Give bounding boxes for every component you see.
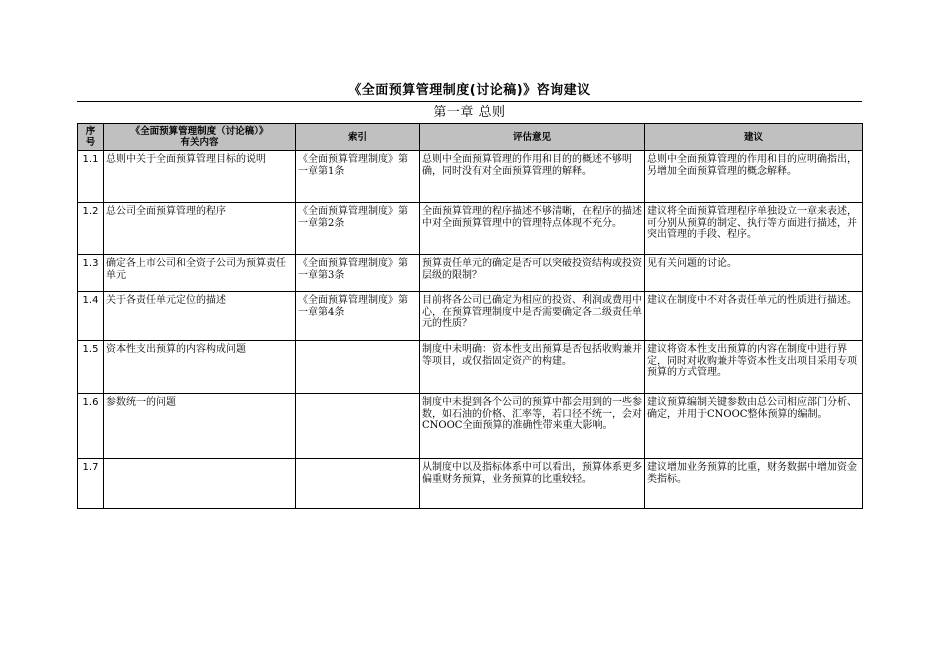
row-seq: 1.6 (78, 394, 104, 459)
row-suggestion: 总则中全面预算管理的作用和目的应明确指出，另增加全面预算管理的概念解释。 (645, 151, 863, 203)
row-index (296, 459, 420, 509)
row-suggestion: 建议在制度中不对各责任单元的性质进行描述。 (645, 292, 863, 341)
row-suggestion: 建议预算编制关键参数由总公司相应部门分析、确定，并用于CNOOC整体预算的编制。 (645, 394, 863, 459)
row-suggestion: 建议将资本性支出预算的内容在制度中进行界定，同时对收购兼并等资本性支出项目采用专项预算的方式管理。 (645, 341, 863, 394)
header-seq (78, 124, 104, 151)
row-index: 《全面预算管理制度》第一章第4条 (296, 292, 420, 341)
row-evaluation: 制度中未提到各个公司的预算中都会用到的一些参数，如石油的价格、汇率等，若口径不统一，会对CNOOC全面预算的准确性带来重大影响。 (420, 394, 645, 459)
row-content: 总则中关于全面预算管理目标的说明 (104, 151, 296, 203)
table-header-row (78, 124, 863, 151)
header-evaluation: 评估意见 (420, 124, 645, 151)
row-content: 关于各责任单元定位的描述 (104, 292, 296, 341)
table-row (78, 459, 863, 509)
row-seq: 1.5 (78, 341, 104, 394)
header-content-line2: 有关内容 (180, 137, 219, 148)
row-seq: 1.3 (78, 255, 104, 292)
row-content (104, 459, 296, 509)
header-content (104, 124, 296, 151)
table-row (78, 255, 863, 292)
consulting-suggestions-table (77, 123, 863, 509)
row-suggestion: 建议将全面预算管理程序单独设立一章来表述，可分别从预算的制定、执行等方面进行描述，并突出管理的手段、程序。 (645, 203, 863, 255)
row-seq: 1.2 (78, 203, 104, 255)
document-title: 《全面预算管理制度(讨论稿)》咨询建议 (348, 83, 591, 98)
row-seq: 1.4 (78, 292, 104, 341)
row-seq: 1.1 (78, 151, 104, 203)
chapter-title: 第一章 总则 (433, 105, 506, 120)
header-index: 索引 (296, 124, 420, 151)
table-row (78, 203, 863, 255)
row-index: 《全面预算管理制度》第一章第1条 (296, 151, 420, 203)
row-evaluation: 总则中全面预算管理的作用和目的的概述不够明确，同时没有对全面预算管理的解释。 (420, 151, 645, 203)
row-content: 参数统一的问题 (104, 394, 296, 459)
row-index: 《全面预算管理制度》第一章第2条 (296, 203, 420, 255)
header-suggestion: 建议 (645, 124, 863, 151)
row-evaluation: 预算责任单元的确定是否可以突破投资结构或投资层级的限制？ (420, 255, 645, 292)
row-content: 总公司全面预算管理的程序 (104, 203, 296, 255)
row-evaluation: 目前将各公司已确定为相应的投资、利润或费用中心，在预算管理制度中是否需要确定各二级责任单元的性质？ (420, 292, 645, 341)
table-row (78, 341, 863, 394)
row-content: 确定各上市公司和全资子公司为预算责任单元 (104, 255, 296, 292)
row-evaluation: 全面预算管理的程序描述不够清晰，在程序的描述中对全面预算管理中的管理特点体现不充分。 (420, 203, 645, 255)
row-evaluation: 从制度中以及指标体系中可以看出，预算体系更多偏重财务预算，业务预算的比重较轻。 (420, 459, 645, 509)
row-index (296, 394, 420, 459)
row-content: 资本性支出预算的内容构成问题 (104, 341, 296, 394)
row-suggestion: 见有关问题的讨论。 (645, 255, 863, 292)
header-seq-line1: 序 (85, 126, 96, 137)
row-index (296, 341, 420, 394)
title-underline (77, 101, 862, 102)
table-row (78, 151, 863, 203)
row-index: 《全面预算管理制度》第一章第3条 (296, 255, 420, 292)
header-content-line1: 《全面预算管理制度（讨论稿）》 (130, 126, 269, 137)
row-seq: 1.7 (78, 459, 104, 509)
table-row (78, 292, 863, 341)
row-evaluation: 制度中未明确：资本性支出预算是否包括收购兼并等项目，或仅指固定资产的构建。 (420, 341, 645, 394)
header-seq-line2: 号 (85, 137, 96, 148)
table-row (78, 394, 863, 459)
row-suggestion: 建议增加业务预算的比重，财务数据中增加资金类指标。 (645, 459, 863, 509)
